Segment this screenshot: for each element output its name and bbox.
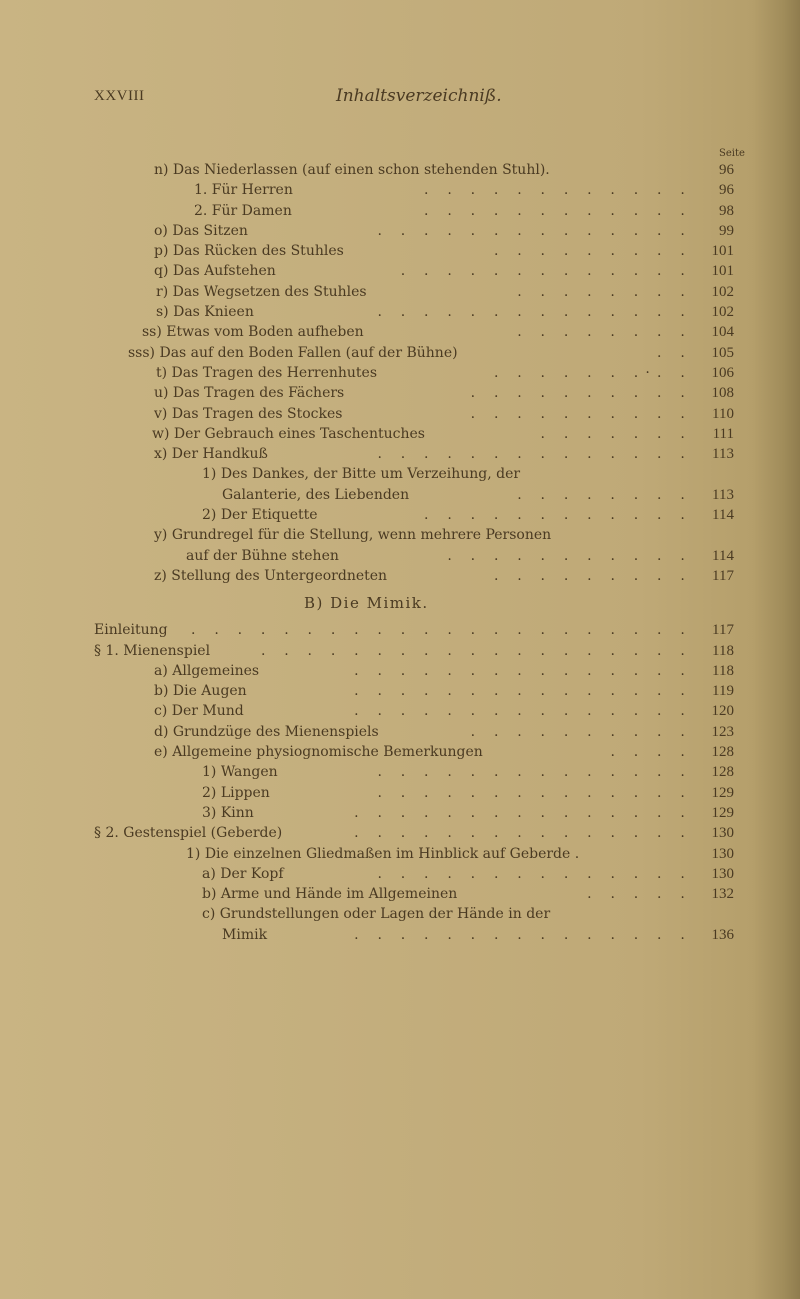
toc-entry-title: § 1. Mienenspiel bbox=[94, 642, 211, 659]
toc-entry-page: 117 bbox=[712, 567, 734, 584]
toc-entry-page: 123 bbox=[711, 723, 734, 740]
toc-entry-title: w) Der Gebrauch eines Taschentuches bbox=[152, 425, 425, 442]
toc-entry bbox=[94, 566, 734, 586]
toc-entry bbox=[94, 762, 734, 782]
toc-entry-title: 1) Wangen bbox=[202, 764, 278, 781]
toc-entry bbox=[94, 620, 734, 640]
toc-entry-page: 106 bbox=[711, 364, 734, 381]
page-folio: XXVIII bbox=[94, 88, 145, 104]
toc-entry bbox=[94, 424, 734, 444]
toc-entry bbox=[94, 844, 734, 864]
toc-entry-page: 130 bbox=[711, 825, 734, 842]
dot-leader: . . . . . . . . . . . . . . bbox=[377, 446, 692, 463]
toc-entry bbox=[94, 241, 734, 261]
toc-entry-page: 130 bbox=[711, 845, 734, 862]
toc-entry-page: 96 bbox=[719, 182, 734, 199]
toc-entry-title: p) Das Rücken des Stuhles bbox=[154, 243, 344, 260]
toc-entry-title: 2) Der Etiquette bbox=[202, 507, 318, 524]
toc-entry-title: a) Der Kopf bbox=[202, 865, 284, 882]
toc-entry bbox=[94, 322, 734, 342]
toc-entry-page: 101 bbox=[711, 263, 734, 280]
toc-entry-page: 132 bbox=[711, 886, 734, 903]
dot-leader: . . . . . . . . bbox=[517, 486, 692, 503]
toc-entry bbox=[94, 925, 734, 945]
toc-entry-page: 101 bbox=[711, 243, 734, 260]
toc-entry bbox=[94, 505, 734, 525]
toc-entry-page: 114 bbox=[712, 507, 734, 524]
toc-entry-page: 118 bbox=[712, 642, 734, 659]
toc-entry-title: 1) Des Dankes, der Bitte um Verzeihung, der bbox=[202, 466, 521, 483]
toc-entry bbox=[94, 884, 734, 904]
dot-leader: . . . . . . . . . . . . . . bbox=[377, 304, 692, 321]
toc-entry-title: b) Arme und Hände im Allgemeinen bbox=[202, 886, 458, 903]
toc-entry bbox=[94, 525, 734, 545]
toc-entry-page: 104 bbox=[711, 324, 734, 341]
toc-entry-page: 113 bbox=[712, 486, 734, 503]
toc-entry-page: 129 bbox=[711, 804, 734, 821]
dot-leader: . . . . . . . . . . . bbox=[447, 547, 692, 564]
toc-entry-title: q) Das Aufstehen bbox=[154, 263, 276, 280]
dot-leader: . . . . . . . . . . bbox=[470, 385, 692, 402]
toc-entry bbox=[94, 742, 734, 762]
toc-entry-page: 102 bbox=[711, 304, 734, 321]
toc-entry bbox=[94, 485, 734, 505]
toc-entry-page: 119 bbox=[712, 683, 734, 700]
toc-entry-title: o) Das Sitzen bbox=[154, 222, 248, 239]
toc-entry bbox=[94, 681, 734, 701]
dot-leader: . . . . . . . . . . . . . . . bbox=[354, 804, 692, 821]
toc-entry-page: 110 bbox=[712, 405, 734, 422]
section-heading-row bbox=[94, 586, 734, 620]
table-of-contents bbox=[94, 160, 734, 945]
toc-entry-page: 136 bbox=[711, 926, 734, 943]
section-heading: B) Die Mimik. bbox=[304, 594, 429, 613]
toc-entry bbox=[94, 201, 734, 221]
toc-entry bbox=[94, 823, 734, 843]
toc-entry-page: 113 bbox=[712, 446, 734, 463]
toc-entry bbox=[94, 282, 734, 302]
dot-leader: . . . . . . . . . bbox=[493, 243, 692, 260]
toc-entry bbox=[94, 701, 734, 721]
toc-entry-title: b) Die Augen bbox=[154, 683, 247, 700]
toc-entry-title: § 2. Gestenspiel (Geberde) bbox=[94, 825, 283, 842]
toc-entry bbox=[94, 783, 734, 803]
toc-entry-title: n) Das Niederlassen (auf einen schon stehenden Stuhl). bbox=[154, 162, 550, 178]
toc-entry bbox=[94, 363, 734, 383]
dot-leader: . . . . . . . . . . . . . . . . . . . bbox=[260, 642, 692, 659]
toc-entry-title: v) Das Tragen des Stockes bbox=[154, 405, 343, 422]
toc-entry-page: 96 bbox=[719, 162, 734, 178]
dot-leader: . . . . . . . . . . . . . . . bbox=[354, 703, 692, 720]
toc-entry-title: Einleitung bbox=[94, 622, 168, 639]
toc-entry-page: 105 bbox=[711, 344, 734, 361]
toc-entry bbox=[94, 464, 734, 484]
toc-entry-title: c) Grundstellungen oder Lagen der Hände in der bbox=[202, 906, 551, 923]
toc-entry-title: 2. Für Damen bbox=[194, 202, 292, 219]
dot-leader: . . . . . . . . . . . . . . . . . . . . . . bbox=[191, 622, 692, 639]
toc-entry-title: r) Das Wegsetzen des Stuhles bbox=[156, 283, 367, 300]
toc-entry-page: 128 bbox=[711, 744, 734, 761]
toc-entry-title: 1) Die einzelnen Gliedmaßen im Hinblick auf Geberde . bbox=[186, 845, 580, 862]
toc-entry-page: 99 bbox=[719, 222, 734, 239]
dot-leader: . . . . . . . bbox=[540, 425, 692, 442]
toc-entry-page: 117 bbox=[712, 622, 734, 639]
toc-entry bbox=[94, 641, 734, 661]
toc-entry-title: x) Der Handkuß bbox=[154, 446, 268, 463]
dot-leader: . . . . . . . . . . . . bbox=[424, 507, 692, 524]
dot-leader: . . . . . . . . . . . . bbox=[424, 182, 692, 199]
toc-entry bbox=[94, 160, 734, 180]
toc-entry-title: z) Stellung des Untergeordneten bbox=[154, 567, 388, 584]
dot-leader: . . . . . . . . . . . . . . . bbox=[354, 825, 692, 842]
dot-leader: . . . . . . . . . . . . bbox=[424, 202, 692, 219]
toc-entry-page: 118 bbox=[712, 662, 734, 679]
toc-entry-page: 128 bbox=[711, 764, 734, 781]
toc-entry-page: 120 bbox=[711, 703, 734, 720]
dot-leader: . . . . . . . . . . . . . . . bbox=[354, 926, 692, 943]
toc-entry-page: 102 bbox=[711, 283, 734, 300]
dot-leader: . . . . . . . . bbox=[517, 324, 692, 341]
toc-entry-page: 111 bbox=[712, 425, 734, 442]
toc-entry-title: d) Grundzüge des Mienenspiels bbox=[154, 723, 379, 740]
toc-entry-page: 98 bbox=[719, 202, 734, 219]
dot-leader: . . . . . . . . . . . . . . . bbox=[354, 683, 692, 700]
dot-leader: . . . . . . . . . . bbox=[470, 723, 692, 740]
toc-entry-title: a) Allgemeines bbox=[154, 662, 260, 679]
toc-entry-title: u) Das Tragen des Fächers bbox=[154, 385, 345, 402]
toc-entry-title: 3) Kinn bbox=[202, 804, 254, 821]
toc-entry-page: 129 bbox=[711, 784, 734, 801]
dot-leader: . . . . . . . . . . . . . . bbox=[377, 764, 692, 781]
toc-entry-title: Galanterie, des Liebenden bbox=[222, 486, 410, 503]
dot-leader: . . . . . . . . . . . . . . bbox=[377, 222, 692, 239]
toc-entry-title: c) Der Mund bbox=[154, 703, 244, 720]
toc-entry-title: sss) Das auf den Boden Fallen (auf der Bühne) bbox=[128, 344, 458, 361]
toc-entry-title: y) Grundregel für die Stellung, wenn mehrere Personen bbox=[154, 527, 552, 544]
dot-leader: . . . . . . . . bbox=[517, 283, 692, 300]
toc-entry-title: e) Allgemeine physiognomische Bemerkungen bbox=[154, 744, 483, 761]
toc-entry bbox=[94, 722, 734, 742]
toc-entry-title: Mimik bbox=[222, 926, 268, 943]
toc-entry bbox=[94, 261, 734, 281]
running-title: Inhaltsverzeichniß. bbox=[336, 86, 502, 106]
dot-leader: . . . . . bbox=[587, 886, 692, 903]
toc-entry-page: 108 bbox=[711, 385, 734, 402]
toc-entry-title: auf der Bühne stehen bbox=[186, 547, 339, 564]
dot-leader: . . . . bbox=[610, 744, 692, 761]
toc-entry-page: 114 bbox=[712, 547, 734, 564]
dot-leader: . . . . . . . . . . . . . bbox=[400, 263, 692, 280]
toc-entry bbox=[94, 803, 734, 823]
toc-entry bbox=[94, 864, 734, 884]
toc-entry bbox=[94, 661, 734, 681]
toc-entry-page: 130 bbox=[711, 865, 734, 882]
toc-entry bbox=[94, 302, 734, 322]
toc-entry bbox=[94, 221, 734, 241]
toc-entry bbox=[94, 546, 734, 566]
toc-entry-title: 2) Lippen bbox=[202, 784, 270, 801]
toc-entry-title: t) Das Tragen des Herrenhutes bbox=[156, 364, 378, 381]
toc-entry bbox=[94, 383, 734, 403]
page-header bbox=[94, 88, 694, 112]
toc-entry-title: ss) Etwas vom Boden aufheben bbox=[142, 324, 364, 341]
dot-leader: . . bbox=[657, 344, 692, 361]
dot-leader: . . . . . . . . . . . . . . bbox=[377, 784, 692, 801]
dot-leader: . . . . . . . . . . . . . . bbox=[377, 865, 692, 882]
dot-leader: . . . . . . .·. . bbox=[493, 364, 692, 381]
toc-entry bbox=[94, 343, 734, 363]
toc-entry bbox=[94, 404, 734, 424]
dot-leader: . . . . . . . . . . . . . . . bbox=[354, 662, 692, 679]
toc-entry-title: 1. Für Herren bbox=[194, 182, 293, 199]
dot-leader: . . . . . . . . . bbox=[493, 567, 692, 584]
toc-entry bbox=[94, 904, 734, 924]
toc-entry bbox=[94, 180, 734, 200]
toc-entry-title: s) Das Knieen bbox=[156, 304, 254, 321]
page-column-label: Seite bbox=[719, 148, 745, 159]
dot-leader: . . . . . . . . . . bbox=[470, 405, 692, 422]
toc-entry bbox=[94, 444, 734, 464]
